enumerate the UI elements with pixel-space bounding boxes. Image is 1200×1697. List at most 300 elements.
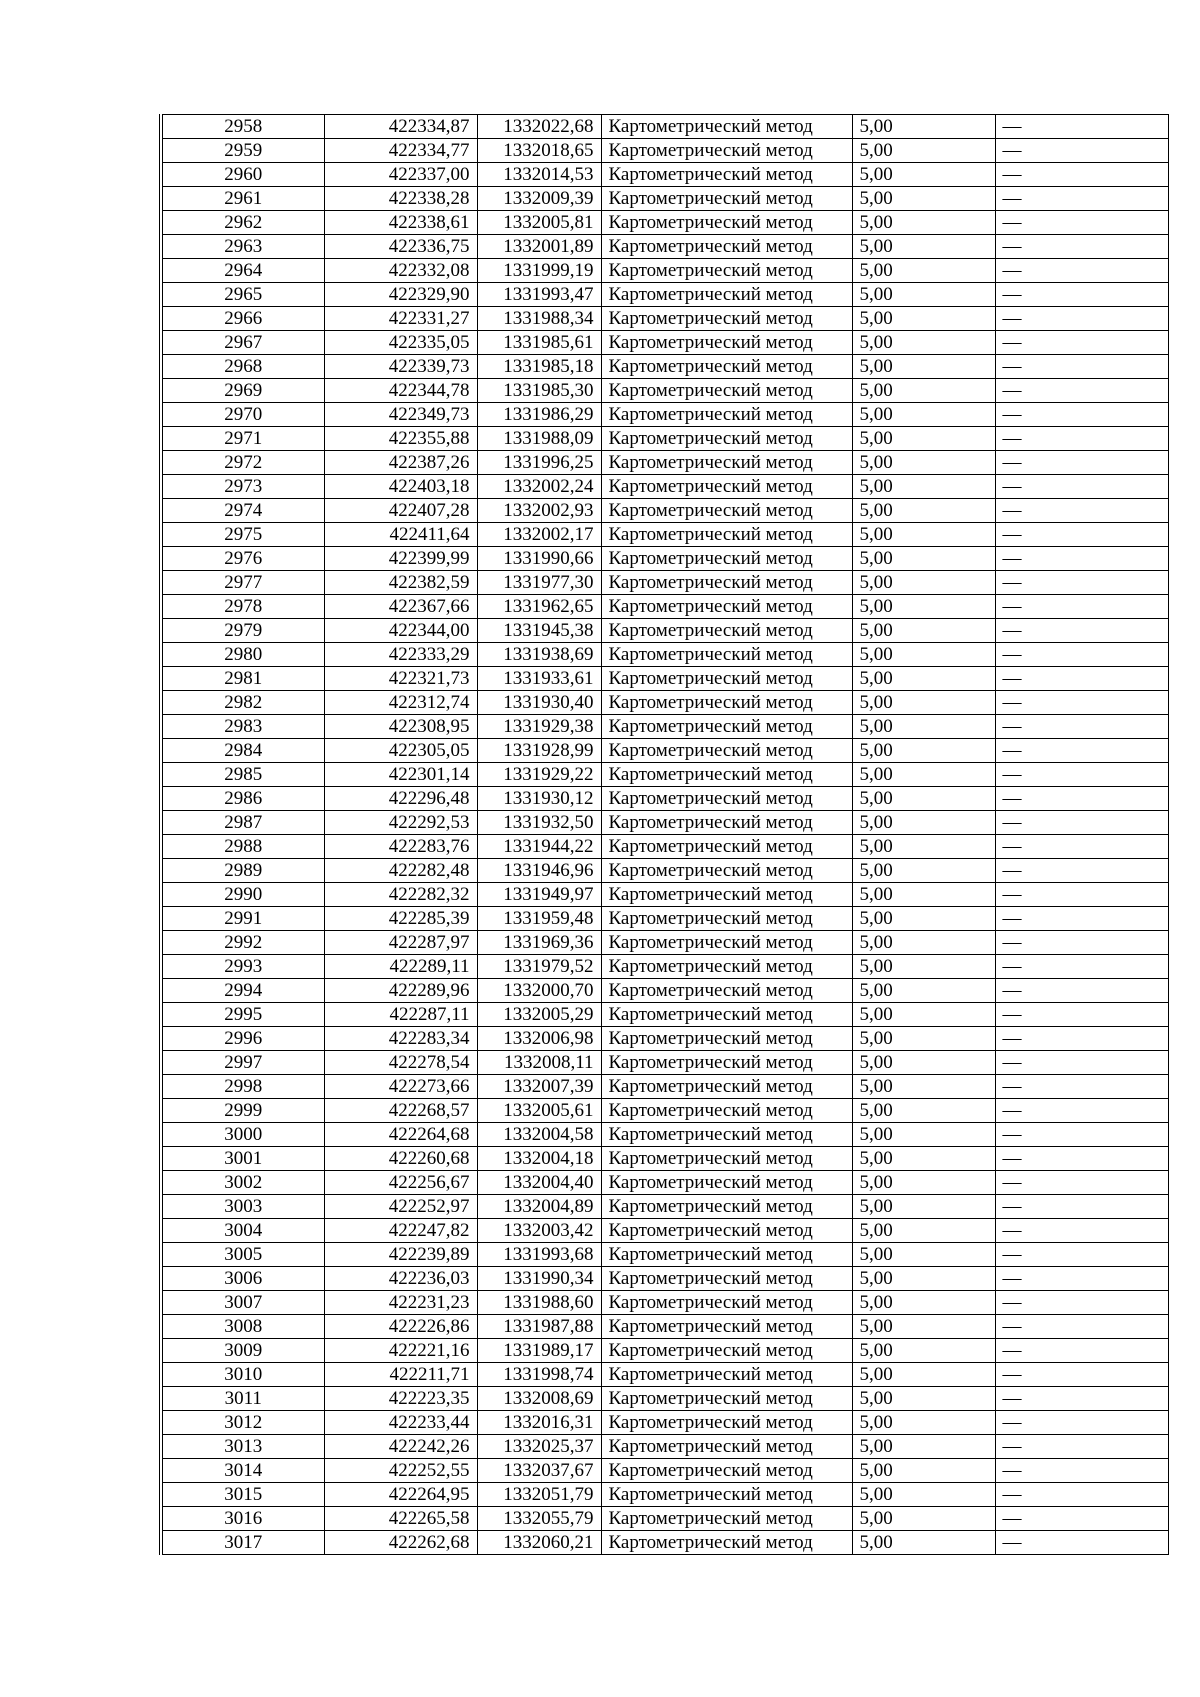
point-number-cell: 2966: [161, 307, 324, 331]
x-coordinate-cell: 422287,11: [324, 1003, 477, 1027]
x-coordinate-cell: 422338,28: [324, 187, 477, 211]
table-row: [161, 835, 1168, 859]
point-number-cell: 2998: [161, 1075, 324, 1099]
description-cell: —: [995, 691, 1168, 715]
error-cell: 5,00: [852, 115, 995, 139]
x-coordinate-cell: 422335,05: [324, 331, 477, 355]
error-cell: 5,00: [852, 907, 995, 931]
table-row: [161, 283, 1168, 307]
point-number-cell: 2959: [161, 139, 324, 163]
description-cell: —: [995, 1147, 1168, 1171]
coordinates-table: [159, 114, 1169, 1555]
x-coordinate-cell: 422260,68: [324, 1147, 477, 1171]
method-cell: Картометрический метод: [601, 1171, 852, 1195]
description-cell: —: [995, 1075, 1168, 1099]
description-cell: —: [995, 1339, 1168, 1363]
point-number-cell: 2990: [161, 883, 324, 907]
point-number-cell: 2958: [161, 115, 324, 139]
description-cell: —: [995, 259, 1168, 283]
table-row: [161, 523, 1168, 547]
y-coordinate-cell: 1331985,61: [477, 331, 601, 355]
error-cell: 5,00: [852, 427, 995, 451]
table-row: [161, 619, 1168, 643]
table-row: [161, 1435, 1168, 1459]
y-coordinate-cell: 1332008,11: [477, 1051, 601, 1075]
point-number-cell: 2983: [161, 715, 324, 739]
table-row: [161, 1027, 1168, 1051]
error-cell: 5,00: [852, 667, 995, 691]
x-coordinate-cell: 422301,14: [324, 763, 477, 787]
method-cell: Картометрический метод: [601, 883, 852, 907]
y-coordinate-cell: 1331933,61: [477, 667, 601, 691]
table-row: [161, 163, 1168, 187]
table-row: [161, 403, 1168, 427]
point-number-cell: 2999: [161, 1099, 324, 1123]
y-coordinate-cell: 1332009,39: [477, 187, 601, 211]
point-number-cell: 3012: [161, 1411, 324, 1435]
error-cell: 5,00: [852, 499, 995, 523]
method-cell: Картометрический метод: [601, 547, 852, 571]
y-coordinate-cell: 1332005,29: [477, 1003, 601, 1027]
x-coordinate-cell: 422273,66: [324, 1075, 477, 1099]
table-row: [161, 931, 1168, 955]
description-cell: —: [995, 787, 1168, 811]
table-row: [161, 1411, 1168, 1435]
description-cell: —: [995, 739, 1168, 763]
method-cell: Картометрический метод: [601, 139, 852, 163]
x-coordinate-cell: 422331,27: [324, 307, 477, 331]
table-row: [161, 1123, 1168, 1147]
description-cell: —: [995, 931, 1168, 955]
x-coordinate-cell: 422289,96: [324, 979, 477, 1003]
x-coordinate-cell: 422264,95: [324, 1483, 477, 1507]
table-row: [161, 379, 1168, 403]
y-coordinate-cell: 1332008,69: [477, 1387, 601, 1411]
y-coordinate-cell: 1332005,81: [477, 211, 601, 235]
x-coordinate-cell: 422221,16: [324, 1339, 477, 1363]
table-row: [161, 1387, 1168, 1411]
table-row: [161, 763, 1168, 787]
x-coordinate-cell: 422382,59: [324, 571, 477, 595]
y-coordinate-cell: 1331969,36: [477, 931, 601, 955]
error-cell: 5,00: [852, 1147, 995, 1171]
x-coordinate-cell: 422252,97: [324, 1195, 477, 1219]
x-coordinate-cell: 422407,28: [324, 499, 477, 523]
description-cell: —: [995, 451, 1168, 475]
error-cell: 5,00: [852, 1411, 995, 1435]
y-coordinate-cell: 1332002,24: [477, 475, 601, 499]
method-cell: Картометрический метод: [601, 475, 852, 499]
error-cell: 5,00: [852, 835, 995, 859]
error-cell: 5,00: [852, 1195, 995, 1219]
point-number-cell: 3009: [161, 1339, 324, 1363]
table-row: [161, 1219, 1168, 1243]
method-cell: Картометрический метод: [601, 1435, 852, 1459]
method-cell: Картометрический метод: [601, 1339, 852, 1363]
description-cell: —: [995, 475, 1168, 499]
description-cell: —: [995, 1051, 1168, 1075]
error-cell: 5,00: [852, 1171, 995, 1195]
method-cell: Картометрический метод: [601, 979, 852, 1003]
error-cell: 5,00: [852, 883, 995, 907]
y-coordinate-cell: 1331929,38: [477, 715, 601, 739]
method-cell: Картометрический метод: [601, 1531, 852, 1555]
table-row: [161, 571, 1168, 595]
x-coordinate-cell: 422282,48: [324, 859, 477, 883]
description-cell: —: [995, 403, 1168, 427]
method-cell: Картометрический метод: [601, 931, 852, 955]
error-cell: 5,00: [852, 787, 995, 811]
method-cell: Картометрический метод: [601, 211, 852, 235]
y-coordinate-cell: 1331949,97: [477, 883, 601, 907]
method-cell: Картометрический метод: [601, 1411, 852, 1435]
table-row: [161, 1291, 1168, 1315]
point-number-cell: 2970: [161, 403, 324, 427]
table-row: [161, 235, 1168, 259]
x-coordinate-cell: 422247,82: [324, 1219, 477, 1243]
method-cell: Картометрический метод: [601, 355, 852, 379]
table-row: [161, 427, 1168, 451]
point-number-cell: 2968: [161, 355, 324, 379]
description-cell: —: [995, 643, 1168, 667]
x-coordinate-cell: 422223,35: [324, 1387, 477, 1411]
y-coordinate-cell: 1331930,12: [477, 787, 601, 811]
coordinates-sheet: [159, 114, 1166, 1555]
method-cell: Картометрический метод: [601, 331, 852, 355]
point-number-cell: 2989: [161, 859, 324, 883]
table-row: [161, 331, 1168, 355]
description-cell: —: [995, 955, 1168, 979]
description-cell: —: [995, 1267, 1168, 1291]
table-row: [161, 1075, 1168, 1099]
x-coordinate-cell: 422312,74: [324, 691, 477, 715]
error-cell: 5,00: [852, 1051, 995, 1075]
description-cell: —: [995, 811, 1168, 835]
table-row: [161, 1147, 1168, 1171]
method-cell: Картометрический метод: [601, 811, 852, 835]
description-cell: —: [995, 715, 1168, 739]
description-cell: —: [995, 1099, 1168, 1123]
y-coordinate-cell: 1331979,52: [477, 955, 601, 979]
x-coordinate-cell: 422242,26: [324, 1435, 477, 1459]
method-cell: Картометрический метод: [601, 283, 852, 307]
method-cell: Картометрический метод: [601, 859, 852, 883]
error-cell: 5,00: [852, 1531, 995, 1555]
y-coordinate-cell: 1332022,68: [477, 115, 601, 139]
method-cell: Картометрический метод: [601, 1363, 852, 1387]
point-number-cell: 2977: [161, 571, 324, 595]
error-cell: 5,00: [852, 403, 995, 427]
table-row: [161, 355, 1168, 379]
error-cell: 5,00: [852, 955, 995, 979]
y-coordinate-cell: 1331990,66: [477, 547, 601, 571]
method-cell: Картометрический метод: [601, 787, 852, 811]
method-cell: Картометрический метод: [601, 379, 852, 403]
error-cell: 5,00: [852, 715, 995, 739]
y-coordinate-cell: 1332014,53: [477, 163, 601, 187]
description-cell: —: [995, 1363, 1168, 1387]
method-cell: Картометрический метод: [601, 451, 852, 475]
description-cell: —: [995, 499, 1168, 523]
x-coordinate-cell: 422332,08: [324, 259, 477, 283]
description-cell: —: [995, 379, 1168, 403]
point-number-cell: 2979: [161, 619, 324, 643]
table-row: [161, 451, 1168, 475]
point-number-cell: 3006: [161, 1267, 324, 1291]
error-cell: 5,00: [852, 331, 995, 355]
x-coordinate-cell: 422339,73: [324, 355, 477, 379]
x-coordinate-cell: 422336,75: [324, 235, 477, 259]
x-coordinate-cell: 422349,73: [324, 403, 477, 427]
table-row: [161, 1051, 1168, 1075]
error-cell: 5,00: [852, 1123, 995, 1147]
y-coordinate-cell: 1331977,30: [477, 571, 601, 595]
point-number-cell: 3016: [161, 1507, 324, 1531]
description-cell: —: [995, 235, 1168, 259]
point-number-cell: 2982: [161, 691, 324, 715]
description-cell: —: [995, 571, 1168, 595]
method-cell: Картометрический метод: [601, 1123, 852, 1147]
error-cell: 5,00: [852, 211, 995, 235]
point-number-cell: 2978: [161, 595, 324, 619]
description-cell: —: [995, 979, 1168, 1003]
error-cell: 5,00: [852, 1291, 995, 1315]
description-cell: —: [995, 1315, 1168, 1339]
y-coordinate-cell: 1332016,31: [477, 1411, 601, 1435]
y-coordinate-cell: 1331946,96: [477, 859, 601, 883]
table-row: [161, 307, 1168, 331]
point-number-cell: 3000: [161, 1123, 324, 1147]
y-coordinate-cell: 1332004,58: [477, 1123, 601, 1147]
method-cell: Картометрический метод: [601, 187, 852, 211]
point-number-cell: 2980: [161, 643, 324, 667]
table-row: [161, 787, 1168, 811]
point-number-cell: 2961: [161, 187, 324, 211]
error-cell: 5,00: [852, 811, 995, 835]
point-number-cell: 2976: [161, 547, 324, 571]
method-cell: Картометрический метод: [601, 763, 852, 787]
error-cell: 5,00: [852, 307, 995, 331]
x-coordinate-cell: 422283,76: [324, 835, 477, 859]
description-cell: —: [995, 1531, 1168, 1555]
error-cell: 5,00: [852, 1243, 995, 1267]
description-cell: —: [995, 595, 1168, 619]
error-cell: 5,00: [852, 763, 995, 787]
error-cell: 5,00: [852, 931, 995, 955]
y-coordinate-cell: 1331928,99: [477, 739, 601, 763]
point-number-cell: 2985: [161, 763, 324, 787]
point-number-cell: 2967: [161, 331, 324, 355]
description-cell: —: [995, 763, 1168, 787]
x-coordinate-cell: 422239,89: [324, 1243, 477, 1267]
method-cell: Картометрический метод: [601, 595, 852, 619]
error-cell: 5,00: [852, 1219, 995, 1243]
method-cell: Картометрический метод: [601, 1003, 852, 1027]
y-coordinate-cell: 1331945,38: [477, 619, 601, 643]
x-coordinate-cell: 422283,34: [324, 1027, 477, 1051]
error-cell: 5,00: [852, 1027, 995, 1051]
error-cell: 5,00: [852, 595, 995, 619]
x-coordinate-cell: 422233,44: [324, 1411, 477, 1435]
error-cell: 5,00: [852, 163, 995, 187]
description-cell: —: [995, 1411, 1168, 1435]
method-cell: Картометрический метод: [601, 1291, 852, 1315]
method-cell: Картометрический метод: [601, 1507, 852, 1531]
description-cell: —: [995, 883, 1168, 907]
x-coordinate-cell: 422236,03: [324, 1267, 477, 1291]
coordinates-table-body: [161, 115, 1168, 1555]
x-coordinate-cell: 422308,95: [324, 715, 477, 739]
error-cell: 5,00: [852, 283, 995, 307]
x-coordinate-cell: 422211,71: [324, 1363, 477, 1387]
method-cell: Картометрический метод: [601, 427, 852, 451]
y-coordinate-cell: 1332004,89: [477, 1195, 601, 1219]
y-coordinate-cell: 1331932,50: [477, 811, 601, 835]
method-cell: Картометрический метод: [601, 1459, 852, 1483]
y-coordinate-cell: 1332006,98: [477, 1027, 601, 1051]
x-coordinate-cell: 422278,54: [324, 1051, 477, 1075]
method-cell: Картометрический метод: [601, 1315, 852, 1339]
description-cell: —: [995, 1003, 1168, 1027]
x-coordinate-cell: 422334,87: [324, 115, 477, 139]
x-coordinate-cell: 422344,78: [324, 379, 477, 403]
point-number-cell: 2995: [161, 1003, 324, 1027]
error-cell: 5,00: [852, 235, 995, 259]
x-coordinate-cell: 422355,88: [324, 427, 477, 451]
method-cell: Картометрический метод: [601, 1051, 852, 1075]
method-cell: Картометрический метод: [601, 955, 852, 979]
x-coordinate-cell: 422226,86: [324, 1315, 477, 1339]
method-cell: Картометрический метод: [601, 1195, 852, 1219]
point-number-cell: 2991: [161, 907, 324, 931]
y-coordinate-cell: 1331959,48: [477, 907, 601, 931]
y-coordinate-cell: 1332001,89: [477, 235, 601, 259]
error-cell: 5,00: [852, 1003, 995, 1027]
table-row: [161, 1267, 1168, 1291]
table-row: [161, 187, 1168, 211]
y-coordinate-cell: 1331985,18: [477, 355, 601, 379]
y-coordinate-cell: 1332018,65: [477, 139, 601, 163]
description-cell: —: [995, 139, 1168, 163]
point-number-cell: 2973: [161, 475, 324, 499]
error-cell: 5,00: [852, 1387, 995, 1411]
method-cell: Картометрический метод: [601, 907, 852, 931]
point-number-cell: 2962: [161, 211, 324, 235]
x-coordinate-cell: 422321,73: [324, 667, 477, 691]
method-cell: Картометрический метод: [601, 643, 852, 667]
point-number-cell: 2992: [161, 931, 324, 955]
table-row: [161, 1507, 1168, 1531]
x-coordinate-cell: 422287,97: [324, 931, 477, 955]
point-number-cell: 3015: [161, 1483, 324, 1507]
error-cell: 5,00: [852, 691, 995, 715]
point-number-cell: 2960: [161, 163, 324, 187]
x-coordinate-cell: 422411,64: [324, 523, 477, 547]
method-cell: Картометрический метод: [601, 715, 852, 739]
description-cell: —: [995, 355, 1168, 379]
x-coordinate-cell: 422296,48: [324, 787, 477, 811]
error-cell: 5,00: [852, 187, 995, 211]
method-cell: Картометрический метод: [601, 1483, 852, 1507]
description-cell: —: [995, 1291, 1168, 1315]
description-cell: —: [995, 907, 1168, 931]
method-cell: Картометрический метод: [601, 1027, 852, 1051]
point-number-cell: 3004: [161, 1219, 324, 1243]
description-cell: —: [995, 1243, 1168, 1267]
x-coordinate-cell: 422305,05: [324, 739, 477, 763]
y-coordinate-cell: 1331986,29: [477, 403, 601, 427]
y-coordinate-cell: 1332060,21: [477, 1531, 601, 1555]
description-cell: —: [995, 1459, 1168, 1483]
point-number-cell: 2965: [161, 283, 324, 307]
error-cell: 5,00: [852, 379, 995, 403]
table-row: [161, 643, 1168, 667]
x-coordinate-cell: 422403,18: [324, 475, 477, 499]
y-coordinate-cell: 1331929,22: [477, 763, 601, 787]
description-cell: —: [995, 211, 1168, 235]
y-coordinate-cell: 1332025,37: [477, 1435, 601, 1459]
y-coordinate-cell: 1331999,19: [477, 259, 601, 283]
point-number-cell: 2986: [161, 787, 324, 811]
table-row: [161, 883, 1168, 907]
y-coordinate-cell: 1331988,60: [477, 1291, 601, 1315]
description-cell: —: [995, 307, 1168, 331]
table-row: [161, 739, 1168, 763]
error-cell: 5,00: [852, 1507, 995, 1531]
x-coordinate-cell: 422387,26: [324, 451, 477, 475]
error-cell: 5,00: [852, 1315, 995, 1339]
y-coordinate-cell: 1331996,25: [477, 451, 601, 475]
point-number-cell: 2984: [161, 739, 324, 763]
x-coordinate-cell: 422292,53: [324, 811, 477, 835]
description-cell: —: [995, 619, 1168, 643]
point-number-cell: 3013: [161, 1435, 324, 1459]
point-number-cell: 3003: [161, 1195, 324, 1219]
y-coordinate-cell: 1331938,69: [477, 643, 601, 667]
description-cell: —: [995, 1483, 1168, 1507]
point-number-cell: 2994: [161, 979, 324, 1003]
table-row: [161, 1459, 1168, 1483]
method-cell: Картометрический метод: [601, 1219, 852, 1243]
method-cell: Картометрический метод: [601, 1387, 852, 1411]
table-row: [161, 1483, 1168, 1507]
error-cell: 5,00: [852, 859, 995, 883]
y-coordinate-cell: 1332000,70: [477, 979, 601, 1003]
table-row: [161, 211, 1168, 235]
description-cell: —: [995, 115, 1168, 139]
method-cell: Картометрический метод: [601, 115, 852, 139]
y-coordinate-cell: 1332005,61: [477, 1099, 601, 1123]
method-cell: Картометрический метод: [601, 1267, 852, 1291]
method-cell: Картометрический метод: [601, 523, 852, 547]
description-cell: —: [995, 547, 1168, 571]
y-coordinate-cell: 1331962,65: [477, 595, 601, 619]
x-coordinate-cell: 422231,23: [324, 1291, 477, 1315]
method-cell: Картометрический метод: [601, 619, 852, 643]
error-cell: 5,00: [852, 523, 995, 547]
x-coordinate-cell: 422268,57: [324, 1099, 477, 1123]
table-row: [161, 1315, 1168, 1339]
error-cell: 5,00: [852, 571, 995, 595]
description-cell: —: [995, 331, 1168, 355]
y-coordinate-cell: 1332004,40: [477, 1171, 601, 1195]
method-cell: Картометрический метод: [601, 1147, 852, 1171]
x-coordinate-cell: 422262,68: [324, 1531, 477, 1555]
x-coordinate-cell: 422252,55: [324, 1459, 477, 1483]
y-coordinate-cell: 1331989,17: [477, 1339, 601, 1363]
x-coordinate-cell: 422289,11: [324, 955, 477, 979]
y-coordinate-cell: 1331993,47: [477, 283, 601, 307]
